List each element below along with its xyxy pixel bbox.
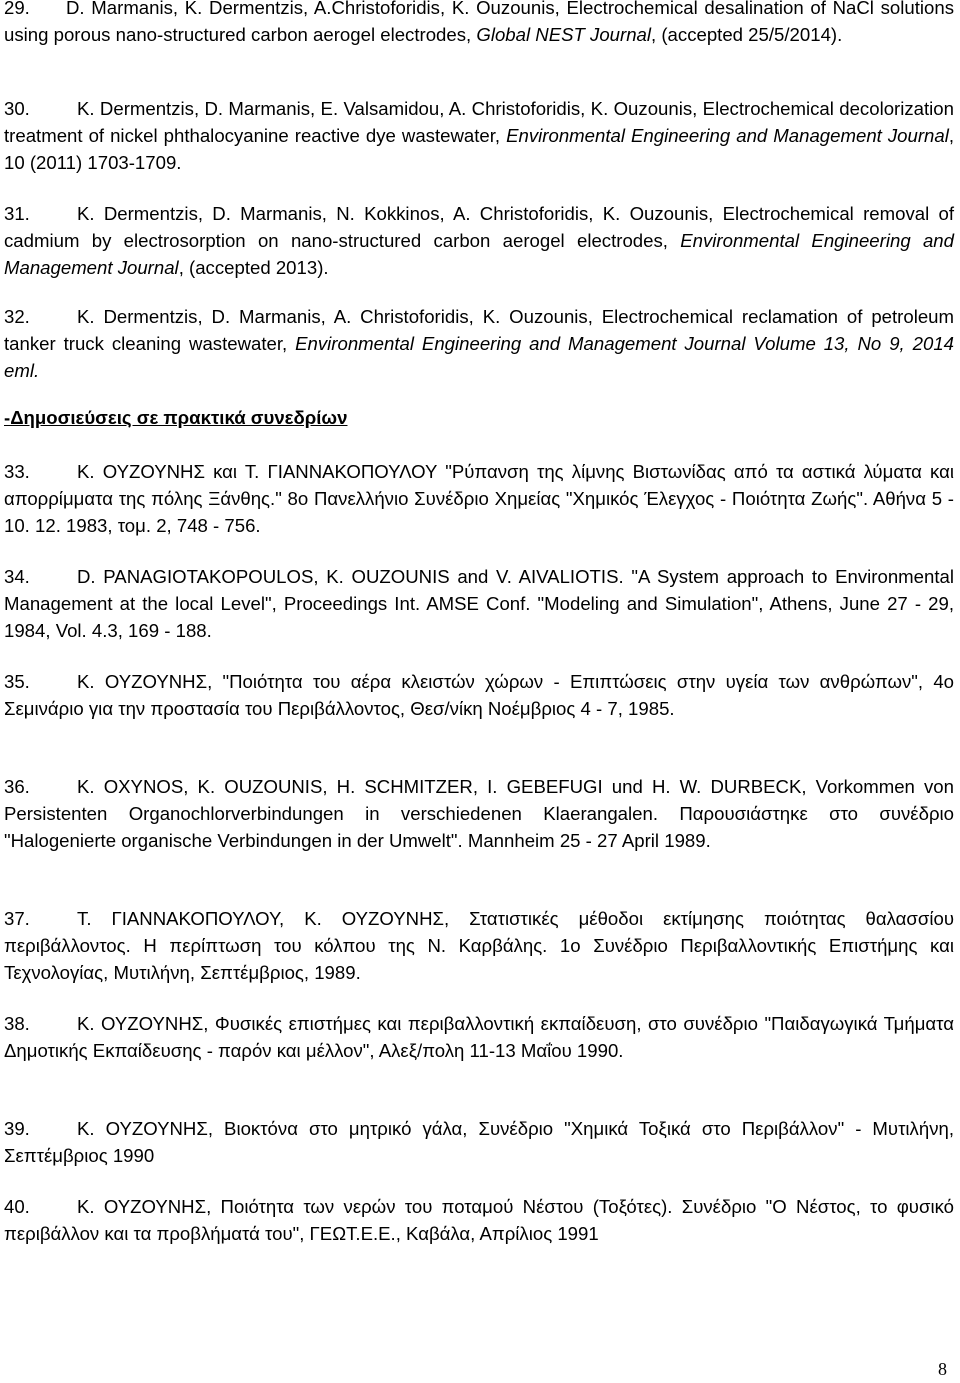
journal-name: Global NEST Journal bbox=[476, 24, 652, 45]
reference-31 bbox=[4, 200, 954, 281]
reference-text: , (accepted 25/5/2014). bbox=[651, 24, 843, 45]
reference-text: Τ. ΓΙΑΝΝΑΚΟΠΟΥΛΟΥ, Κ. ΟΥΖΟΥΝΗΣ, Στατιστικές μέθοδοι εκτίμησης ποιότητας θαλασσίου περιβάλλοντος. Η περίπτωση του κόλπου της Ν. Καρβάλης. 1ο Συνέδριο Περιβαλλοντικής Επιστήμης και Τεχνολογίας, Μυτιλήνη, Σεπτέμβριος, 1989. bbox=[4, 908, 954, 983]
reference-text: Κ. ΟΥΖΟΥΝΗΣ, Φυσικές επιστήμες και περιβαλλοντική εκπαίδευση, στο συνέδριο "Παιδαγωγικά Τμήματα Δημοτικής Εκπαίδευσης - παρόν και μέλλον", Αλεξ/πολη 11-13 Μαΐου 1990. bbox=[4, 1013, 954, 1061]
reference-number: 29. bbox=[4, 0, 30, 18]
reference-33 bbox=[4, 458, 954, 539]
reference-number: 34. bbox=[4, 566, 30, 587]
reference-29 bbox=[4, 0, 954, 48]
reference-40 bbox=[4, 1193, 954, 1247]
reference-number: 33. bbox=[4, 461, 30, 482]
reference-text: Κ. ΟΥΖΟΥΝΗΣ και Τ. ΓΙΑΝΝΑΚΟΠΟΥΛΟΥ "Ρύπανση της λίμνης Βιστωνίδας από τα αστικά λύματα και απορρίμματα της πόλης Ξάνθης." 8ο Πανελλήνιο Συνέδριο Χημείας "Χημικός Έλεγχος - Ποιότητα Ζωής". Αθήνα 5 - 10. 12. 1983, τομ. 2, 748 - 756. bbox=[4, 461, 954, 536]
reference-text: , 10 (2011) 1703-1709. bbox=[4, 125, 955, 173]
reference-36 bbox=[4, 773, 954, 854]
reference-number: 35. bbox=[4, 671, 30, 692]
reference-text: Κ. ΟΥΖΟΥΝΗΣ, "Ποιότητα του αέρα κλειστών χώρων - Επιπτώσεις στην υγεία των ανθρώπων", 4ο Σεμινάριο για την προστασία του Περιβάλλοντος, Θεσ/νίκη Νοέμβριος 4 - 7, 1985. bbox=[4, 671, 954, 719]
reference-number: 37. bbox=[4, 908, 30, 929]
section-heading: -Δημοσιεύσεις σε πρακτικά συνεδρίων bbox=[4, 407, 348, 428]
reference-text: D. Marmanis, K. Dermentzis, A.Christoforidis, K. Ouzounis, Electrochemical desalination of NaCl solutions using porous nano-structured carbon aerogel electrodes, bbox=[4, 0, 954, 45]
reference-text: K. Dermentzis, D. Marmanis, N. Kokkinos, A. Christoforidis, K. Ouzounis, Electrochemical removal of cadmium by electrosorption on nano-structured carbon aerogel electrodes, bbox=[4, 203, 954, 251]
reference-30 bbox=[4, 95, 954, 176]
reference-text: D. PANAGIOTAKOPOULOS, K. OUZOUNIS and V. AIVALIOTIS. "A System approach to Environmental Management at the local Level", Proceedings Int. AMSE Conf. "Modeling and Simulation", Athens, June 27 - 29, 1984, Vol. 4.3, 169 - 188. bbox=[4, 566, 954, 641]
journal-name: Environmental Engineering and Management Journal bbox=[506, 125, 949, 146]
reference-number: 40. bbox=[4, 1196, 30, 1217]
reference-34 bbox=[4, 563, 954, 644]
reference-32 bbox=[4, 303, 954, 384]
reference-text: , (accepted 2013). bbox=[178, 257, 329, 278]
reference-39 bbox=[4, 1115, 954, 1169]
reference-number: 39. bbox=[4, 1118, 30, 1139]
reference-text: K. OXYNOS, K. OUZOUNIS, H. SCHMITZER, I. GEBEFUGI und H. W. DURBECK, Vorkommen von Persistenten Organochlorverbindungen in verschiedenen Klaerangalen. Παρουσιάστηκε στο συνέδριο "Halogenierte organische Verbindungen in der Umwelt". Mannheim 25 - 27 April 1989. bbox=[4, 776, 954, 851]
reference-text: Κ. ΟΥΖΟΥΝΗΣ, Ποιότητα των νερών του ποταμού Νέστου (Τοξότες). Συνέδριο "Ο Νέστος, το φυσικό περιβάλλον και τα προβλήματά του", ΓΕΩΤ.Ε.Ε., Καβάλα, Απρίλιος 1991 bbox=[4, 1196, 954, 1244]
journal-name: Environmental Engineering and Management Journal bbox=[4, 230, 954, 278]
journal-name: Environmental Engineering and Management Journal Volume 13, No 9, 2014 eml. bbox=[4, 333, 954, 381]
reference-number: 38. bbox=[4, 1013, 30, 1034]
page-number: 8 bbox=[938, 1359, 947, 1379]
reference-37 bbox=[4, 905, 954, 986]
reference-number: 30. bbox=[4, 98, 30, 119]
reference-38 bbox=[4, 1010, 954, 1064]
reference-text: K. Dermentzis, D. Marmanis, E. Valsamidou, A. Christoforidis, K. Ouzounis, Electrochemical decolorization treatment of nickel phthalocyanine reactive dye wastewater, bbox=[4, 98, 954, 146]
reference-number: 32. bbox=[4, 306, 30, 327]
reference-35 bbox=[4, 668, 954, 722]
reference-number: 36. bbox=[4, 776, 30, 797]
reference-text: Κ. ΟΥΖΟΥΝΗΣ, Βιοκτόνα στο μητρικό γάλα, Συνέδριο "Χημικά Τοξικά στο Περιβάλλον" - Μυτιλήνη, Σεπτέμβριος 1990 bbox=[4, 1118, 954, 1166]
reference-text: K. Dermentzis, D. Marmanis, A. Christoforidis, K. Ouzounis, Electrochemical reclamation of petroleum tanker truck cleaning wastewater, bbox=[4, 306, 954, 354]
reference-number: 31. bbox=[4, 203, 30, 224]
